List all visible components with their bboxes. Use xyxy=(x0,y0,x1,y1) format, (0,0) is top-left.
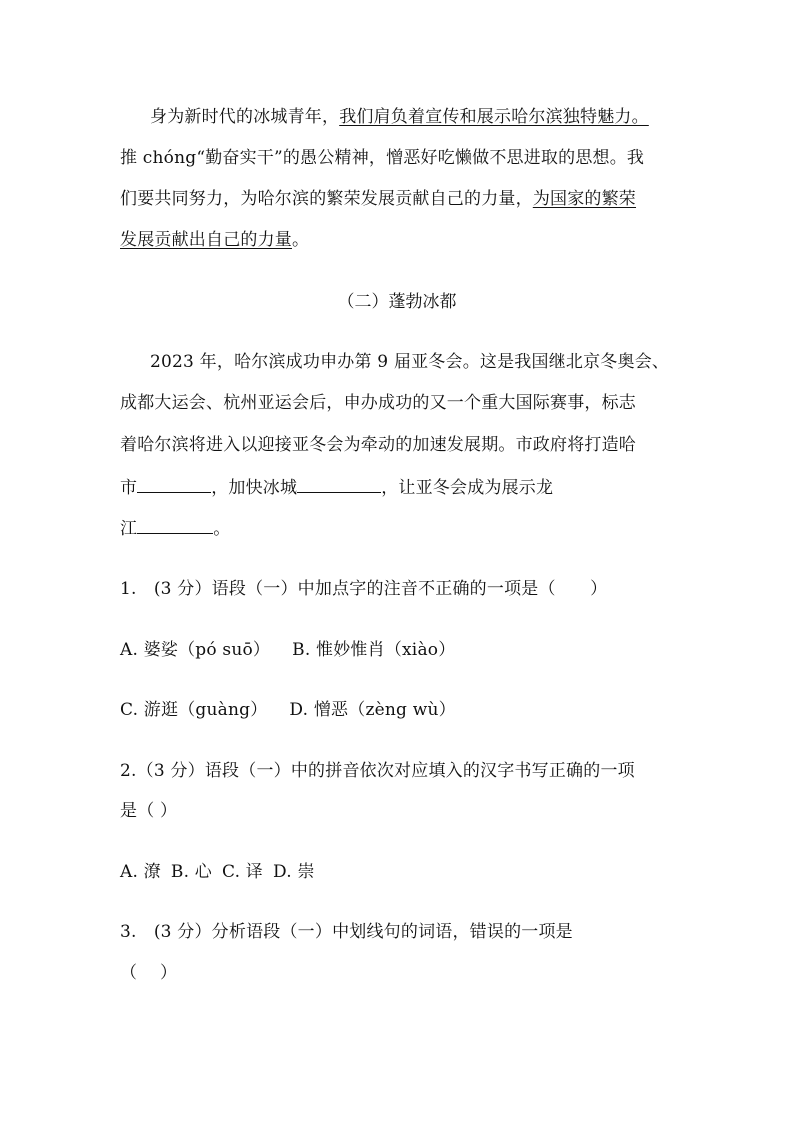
paragraph-line xyxy=(150,351,669,373)
paragraph-line xyxy=(120,518,230,540)
underlined-sentence: 我们肩负着宣传和展示哈尔滨独特魅力。 xyxy=(339,107,649,127)
paragraph-line xyxy=(120,188,636,210)
paragraph-line xyxy=(120,147,644,169)
paragraph-line xyxy=(120,477,553,499)
paragraph-text: 江 xyxy=(120,519,138,539)
fill-blank[interactable] xyxy=(137,478,211,493)
paragraph-line xyxy=(150,106,649,128)
paragraph-line xyxy=(120,392,636,414)
paragraph-text: 市 xyxy=(120,478,138,498)
option-d[interactable]: D. 崇 xyxy=(273,862,315,882)
fill-blank[interactable] xyxy=(297,478,381,493)
paragraph-text: 2023 年，哈尔滨成功申办第 9 届亚冬会。这是我国继北京冬奥会、 xyxy=(150,352,670,372)
question-2-options xyxy=(120,861,315,883)
option-c[interactable]: C. 译 xyxy=(222,862,264,882)
section-title: （二）蓬勃冰都 xyxy=(337,292,457,312)
underlined-sentence: 为国家的繁荣 xyxy=(532,189,637,209)
paragraph-text: 身为新时代的冰城青年， xyxy=(150,107,340,127)
paragraph-line xyxy=(120,229,309,251)
fill-blank[interactable] xyxy=(137,519,213,534)
question-1-options-ab xyxy=(120,639,455,661)
question-2-cont: 是（ ） xyxy=(120,801,178,821)
question-1-options-cd xyxy=(120,699,456,721)
paragraph-text: ，加快冰城 xyxy=(211,478,298,498)
option-c[interactable]: C. 游逛（guàng） xyxy=(120,700,268,720)
question-3-cont: （ ） xyxy=(120,963,178,983)
paragraph-text: ，让亚冬会成为展示龙 xyxy=(381,478,554,498)
question-2: 2.（3 分）语段（一）中的拼音依次对应填入的汉字书写正确的一项 xyxy=(120,761,635,781)
paragraph-text: 着哈尔滨将进入以迎接亚冬会为牵动的加速发展期。市政府将打造哈 xyxy=(120,435,636,455)
option-a[interactable]: A. 潦 xyxy=(120,862,161,882)
paragraph-text: 成都大运会、杭州亚运会后，申办成功的又一个重大国际赛事，标志 xyxy=(120,393,636,413)
option-d[interactable]: D. 憎恶（zèng wù） xyxy=(289,700,456,720)
paragraph-text: 。 xyxy=(292,230,310,250)
paragraph-line xyxy=(120,434,636,456)
option-a[interactable]: A. 婆娑（pó suō） xyxy=(120,640,271,660)
paragraph-text: 。 xyxy=(213,519,231,539)
question-3: 3. (3 分）分析语段（一）中划线句的词语，错误的一项是 xyxy=(120,922,573,942)
paragraph-text: 们要共同努力，为哈尔滨的繁荣发展贡献自己的力量， xyxy=(120,189,533,209)
underlined-sentence: 发展贡献出自己的力量 xyxy=(120,230,292,250)
paragraph-text: 推 chóng“勤奋实干”的愚公精神，憎恶好吃懒做不思进取的思想。我 xyxy=(120,148,645,168)
question-1: 1. (3 分）语段（一）中加点字的注音不正确的一项是（ ） xyxy=(120,579,608,599)
option-b[interactable]: B. 心 xyxy=(170,862,212,882)
option-b[interactable]: B. 惟妙惟肖（xiào） xyxy=(292,640,456,660)
